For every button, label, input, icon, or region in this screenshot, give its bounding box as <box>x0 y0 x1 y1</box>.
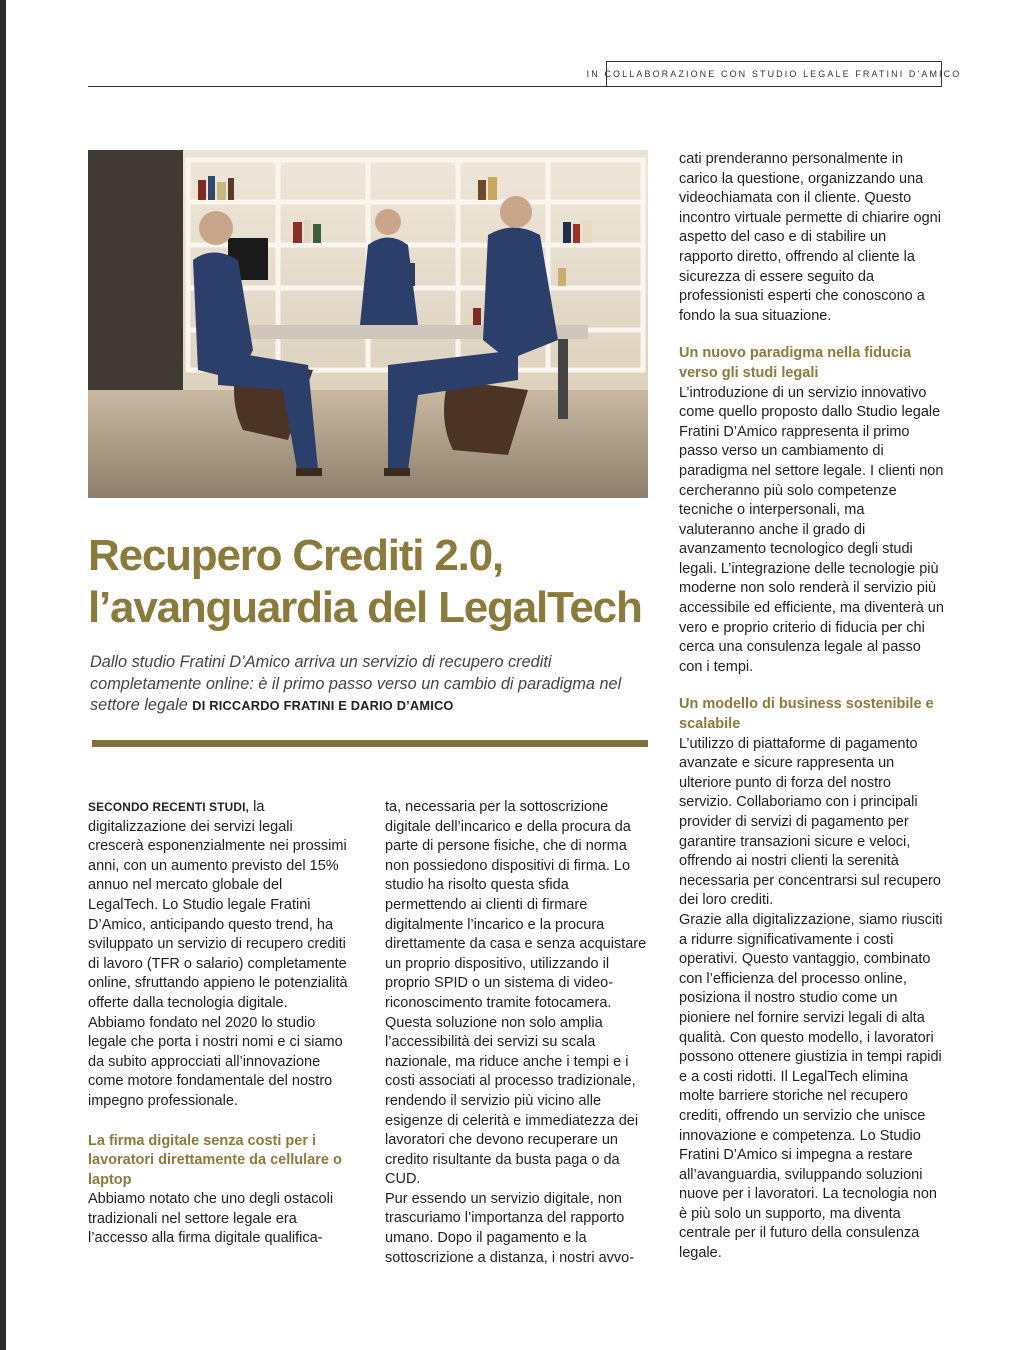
office-photo-illustration <box>88 150 648 498</box>
paragraph <box>88 798 348 1112</box>
standfirst <box>90 652 650 717</box>
header-rule <box>88 86 942 87</box>
paragraph-text: la digitalizzazione dei servizi legali crescerà esponenzialmente nei prossimi anni, con un aumento previsto del 15% annuo nel mercato globale del LegalTech. Lo Studio legale Fratini D’Amico, anticipando questo trend, ha sviluppato un servizio di recupero crediti di lavoro (TFR o salario) completamente online, sfruttando appieno le potenzialità offerte dalla tecnologia digitale. Abbiamo fondato nel 2020 lo studio legale che porta i nostri nomi e ci siamo da subito approcciati all’innovazione come motore fondamentale del nostro impegno professionale. <box>88 799 348 1109</box>
column-1 <box>88 798 348 1249</box>
column-3 <box>679 150 944 1264</box>
subheading: La firma digitale senza costi per i lavoratori direttamente da cellulare o laptop <box>88 1132 342 1188</box>
article-title <box>88 530 668 634</box>
paragraph: L’introduzione di un servizio innovativo come quello proposto dallo Studio legale Fratini D’Amico rappresenta il primo passo verso un cambiamento di paradigma nel settore legale. I clienti non cercheranno più solo competenze tecniche o interpersonali, ma valuteranno anche il grado di avanzamento tecnologico degli studi legali. L’integrazione delle tecnologie più moderne non solo renderà il servizio più accessibile ed efficiente, ma diventerà un vero e proprio criterio di fiducia per chi cerca una consulenza legale al passo con i tempi. <box>679 384 944 675</box>
standfirst-text: Dallo studio Fratini D’Amico arriva un servizio di recupero crediti completamente online: è il primo passo verso un cambio di paradigma nel settore legale <box>90 653 622 714</box>
page-edge-rule <box>0 0 6 1350</box>
divider-bar <box>92 740 648 747</box>
subheading: Un modello di business sostenibile e scalabile <box>679 696 934 733</box>
paragraph: Abbiamo notato che uno degli ostacoli tradizionali nel settore legale era l’accesso alla firma digitale qualifica- <box>88 1191 334 1247</box>
paragraph: Pur essendo un servizio digitale, non trascuriamo l’importanza del rapporto umano. Dopo il pagamento e la sottoscrizione a distanza, i nostri avvo- <box>385 1190 635 1266</box>
title-line-2: l’avanguardia del LegalTech <box>88 583 642 632</box>
paragraph: L’utilizzo di piattaforme di pagamento avanzate e sicure rappresenta un ulteriore punto di forza del nostro servizio. Collaboriamo con i principali provider di servizi di pagamento per garantire transazioni sicure e veloci, offrendo ai nostri clienti la serenità necessaria per concentrarsi sul recupero dei loro crediti. <box>679 735 941 909</box>
lead-in: SECONDO RECENTI STUDI, <box>88 800 250 814</box>
byline: DI RICCARDO FRATINI E DARIO D’AMICO <box>192 698 454 713</box>
paragraph: Grazie alla digitalizzazione, siamo riusciti a ridurre significativamente i costi operativi. Questo vantaggio, combinato con l’efficienza del processo online, posiziona il nostro studio come un pioniere nel fornire servizi legali di alta qualità. Con questo modello, i lavoratori possono ottenere giustizia in tempi rapidi e a costi ridotti. Il LegalTech elimina molte barriere storiche nel recupero crediti, offrendo un servizio che unisce innovazione e competenza. Lo Studio Fratini D’Amico si impegna a restare all’avanguardia, sviluppando soluzioni nuove per i lavoratori. La tecnologia non è più solo un supporto, ma diventa centrale per il futuro della consulenza legale. <box>679 911 943 1262</box>
subheading: Un nuovo paradigma nella fiducia verso gli studi legali <box>679 345 912 381</box>
paragraph: ta, necessaria per la sottoscrizione digitale dell’incarico e della procura da parte di persone fisiche, che di norma non possiedono dispositivi di firma. Lo studio ha risolto questa sfida permettendo ai clienti di firmare digitalmente l’incarico e la procura direttamente da casa e senza acquistare un proprio dispositivo, utilizzando il proprio SPID o un sistema di video-riconoscimento tramite fotocamera. Questa soluzione non solo amplia l’accessibilità dei servizi su scala nazionale, ma riduce anche i tempi e i costi associati al processo tradizionale, rendendo il servizio più vicino alle esigenze di celerità e immediatezza dei lavoratori che devono recuperare un credito risultante da busta paga o da CUD. <box>385 799 647 1188</box>
title-line-1: Recupero Crediti 2.0, <box>88 531 503 580</box>
column-2 <box>385 798 647 1268</box>
collaboration-label: IN COLLABORAZIONE CON STUDIO LEGALE FRATINI D'AMICO <box>606 61 942 86</box>
article-photo <box>88 150 648 498</box>
paragraph: cati prenderanno personalmente in carico la questione, organizzando una videochiamata con il cliente. Questo incontro virtuale permette di chiarire ogni aspetto del caso e di stabilire un rapporto diretto, offrendo al cliente la sicurezza di essere seguito da professionisti esperti che conoscono a fondo la sua situazione. <box>679 151 941 324</box>
